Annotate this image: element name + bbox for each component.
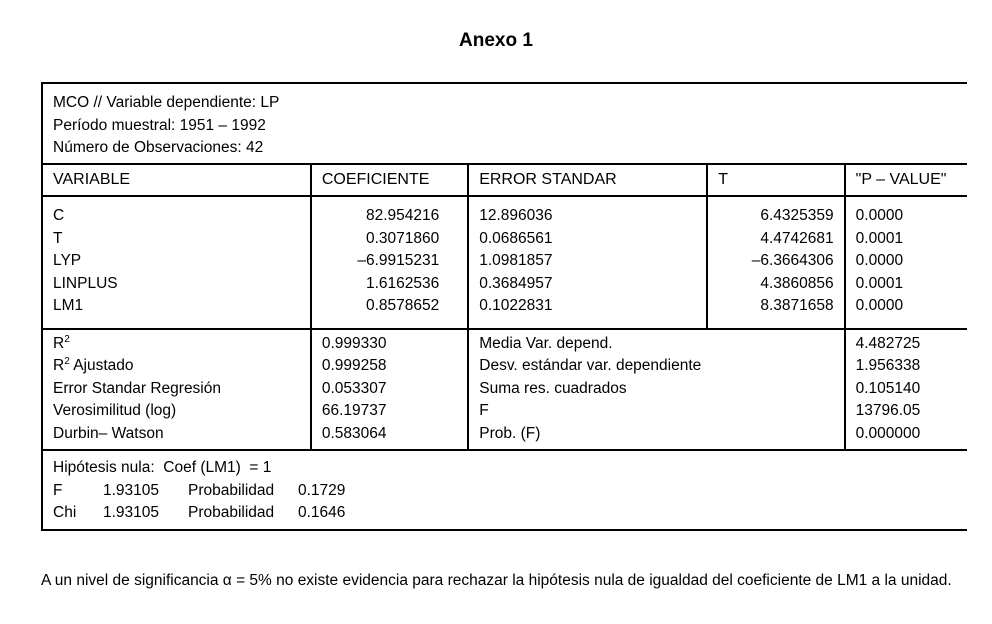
stat-label: Media Var. depend. <box>479 334 613 352</box>
period-line: Período muestral: 1951 – 1992 <box>53 116 266 134</box>
test-row-f: F 1.93105 Probabilidad 0.1729 <box>53 481 346 499</box>
coef-value: 0.8578652 <box>365 297 440 314</box>
stat-label: $R^2$ <box>53 333 70 352</box>
p-value: 0.0000 <box>855 207 904 224</box>
variable-rows <box>43 197 967 328</box>
var-name: LM1 <box>53 297 84 314</box>
se-value: 12.896036 <box>479 207 553 224</box>
stat-values-left <box>310 330 467 450</box>
stat-value: 1.956338 <box>855 357 921 374</box>
stat-value: 0.000000 <box>855 424 921 442</box>
stat-value: 4.482725 <box>855 334 921 352</box>
hypothesis-test <box>43 449 967 529</box>
stat-value: 13796.05 <box>855 402 921 419</box>
stat-value: 0.105140 <box>855 379 921 397</box>
std-errors <box>467 197 706 328</box>
model-line: MCO // Variable dependiente: LP <box>53 94 280 111</box>
stat-value: 66.19737 <box>321 402 387 419</box>
column-headers <box>43 165 967 198</box>
stat-value: 0.999330 <box>321 334 387 352</box>
null-hypothesis: Hipótesis nula: Coef (LM1) = 1 <box>53 459 272 476</box>
t-value: 8.3871658 <box>760 297 834 314</box>
stat-label: Error Standar Regresión <box>53 379 221 397</box>
stat-label: Desv. estándar var. dependiente <box>479 357 702 374</box>
stat-labels-left <box>43 330 310 450</box>
summary-stats <box>43 328 967 450</box>
coef-value: 0.3071860 <box>365 229 440 247</box>
var-name: T <box>53 229 63 247</box>
test-row-chi: Chi 1.93105 Probabilidad 0.1646 <box>53 504 346 521</box>
regression-table <box>41 82 967 531</box>
se-value: 0.1022831 <box>479 297 553 314</box>
variable-names <box>43 197 310 328</box>
stat-label: Prob. (F) <box>479 424 541 442</box>
p-value: 0.0001 <box>855 274 904 292</box>
var-name: C <box>53 207 65 224</box>
se-value: 0.3684957 <box>479 274 553 292</box>
var-name: LYP <box>53 252 82 269</box>
coef-value: 82.954216 <box>365 207 440 224</box>
coef-value: –6.9915231 <box>357 252 440 269</box>
se-value: 1.0981857 <box>479 252 553 269</box>
t-value: –6.3664306 <box>751 252 834 269</box>
p-values <box>844 197 967 328</box>
model-header <box>43 84 967 165</box>
se-value: 0.0686561 <box>479 229 553 247</box>
col-header-p: "P – VALUE" <box>844 165 967 196</box>
t-value: 6.4325359 <box>760 207 834 224</box>
coef-value: 1.6162536 <box>365 274 440 292</box>
observations-line: Número de Observaciones: 42 <box>53 139 264 156</box>
stat-value: 0.583064 <box>321 424 387 442</box>
t-value: 4.3860856 <box>760 274 834 292</box>
t-stats <box>706 197 843 328</box>
p-value: 0.0001 <box>855 229 904 247</box>
stat-labels-right <box>467 330 843 450</box>
col-header-se: ERROR STANDAR <box>467 165 706 196</box>
stat-label: Suma res. cuadrados <box>479 379 627 397</box>
t-value: 4.4742681 <box>760 229 834 247</box>
var-name: LINPLUS <box>53 274 118 292</box>
annex-title: Anexo 1 <box>459 30 533 51</box>
col-header-coef: COEFICIENTE <box>310 165 467 196</box>
stat-label: Verosimilitud (log) <box>53 402 177 419</box>
p-value: 0.0000 <box>855 252 904 269</box>
stat-value: 0.999258 <box>321 357 387 374</box>
p-value: 0.0000 <box>855 297 904 314</box>
conclusion-note: A un nivel de significancia α = 5% no existe evidencia para rechazar la hipótesis nula de igualdad del coeficiente de LM1 a la unidad. <box>41 572 952 589</box>
stat-value: 0.053307 <box>321 379 387 397</box>
col-header-t: T <box>706 165 843 196</box>
stat-label: F <box>479 402 489 419</box>
coefficients <box>310 197 467 328</box>
stat-label: $R^2$ Ajustado <box>53 356 134 374</box>
col-header-variable: VARIABLE <box>53 170 131 188</box>
stat-label: Durbin– Watson <box>53 424 164 442</box>
stat-values-right <box>844 330 967 450</box>
